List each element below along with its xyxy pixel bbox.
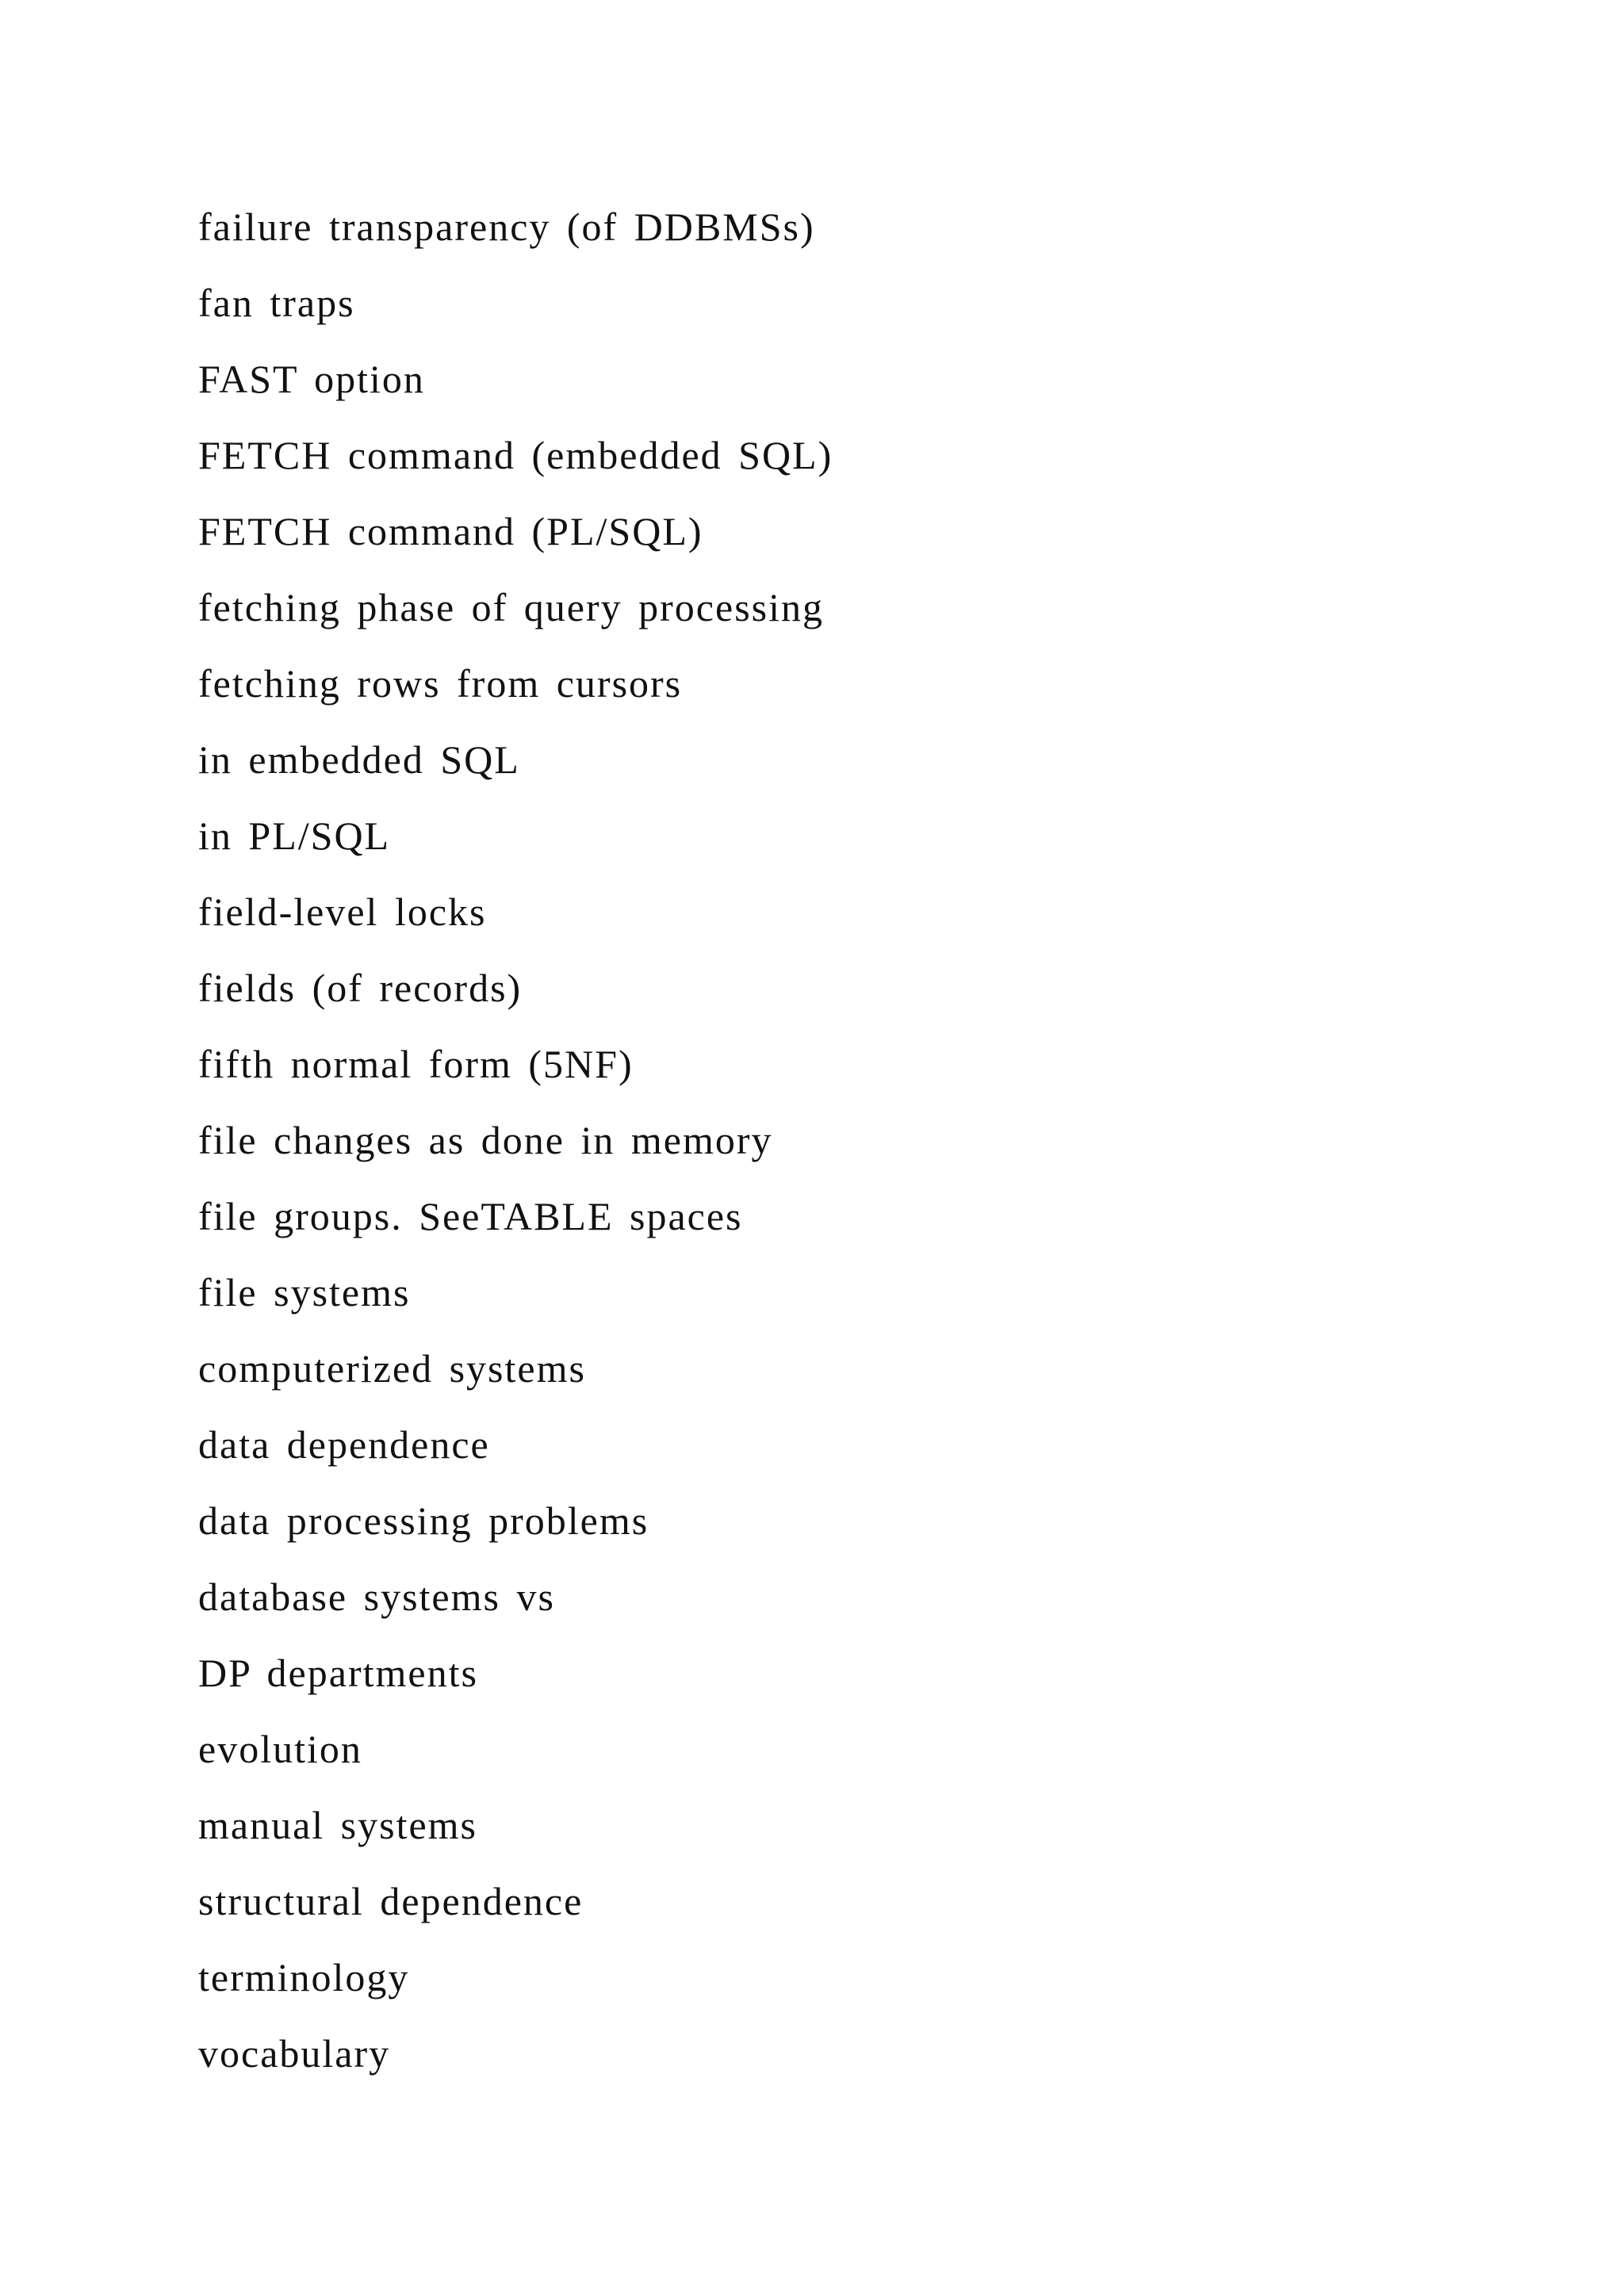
index-entry: manual systems [198,1803,478,1847]
index-entry: field-level locks [198,890,487,934]
index-entry: structural dependence [198,1879,584,1923]
index-entry: DP departments [198,1651,478,1695]
index-entry: computerized systems [198,1346,586,1391]
index-entry: fan traps [198,281,355,325]
index-entry: fetching rows from cursors [198,661,683,706]
index-entry: evolution [198,1727,362,1771]
index-entry: fields (of records) [198,966,523,1010]
index-list [198,189,833,2091]
index-entry: in PL/SQL [198,813,391,858]
index-entry: failure transparency (of DDBMSs) [198,205,815,249]
index-entry: file changes as done in memory [198,1118,773,1162]
index-entry: fifth normal form (5NF) [198,1042,634,1086]
index-entry: vocabulary [198,2031,391,2076]
index-entry: file groups. SeeTABLE spaces [198,1194,743,1238]
index-entry: fetching phase of query processing [198,585,824,629]
index-entry: FAST option [198,357,425,401]
index-entry: data dependence [198,1422,490,1467]
index-entry: FETCH command (embedded SQL) [198,433,833,477]
index-entry: data processing problems [198,1498,649,1543]
index-entry: file systems [198,1270,411,1314]
index-entry: FETCH command (PL/SQL) [198,509,703,553]
index-entry: terminology [198,1955,410,1999]
index-entry: database systems vs [198,1575,555,1619]
index-entry: in embedded SQL [198,737,520,782]
